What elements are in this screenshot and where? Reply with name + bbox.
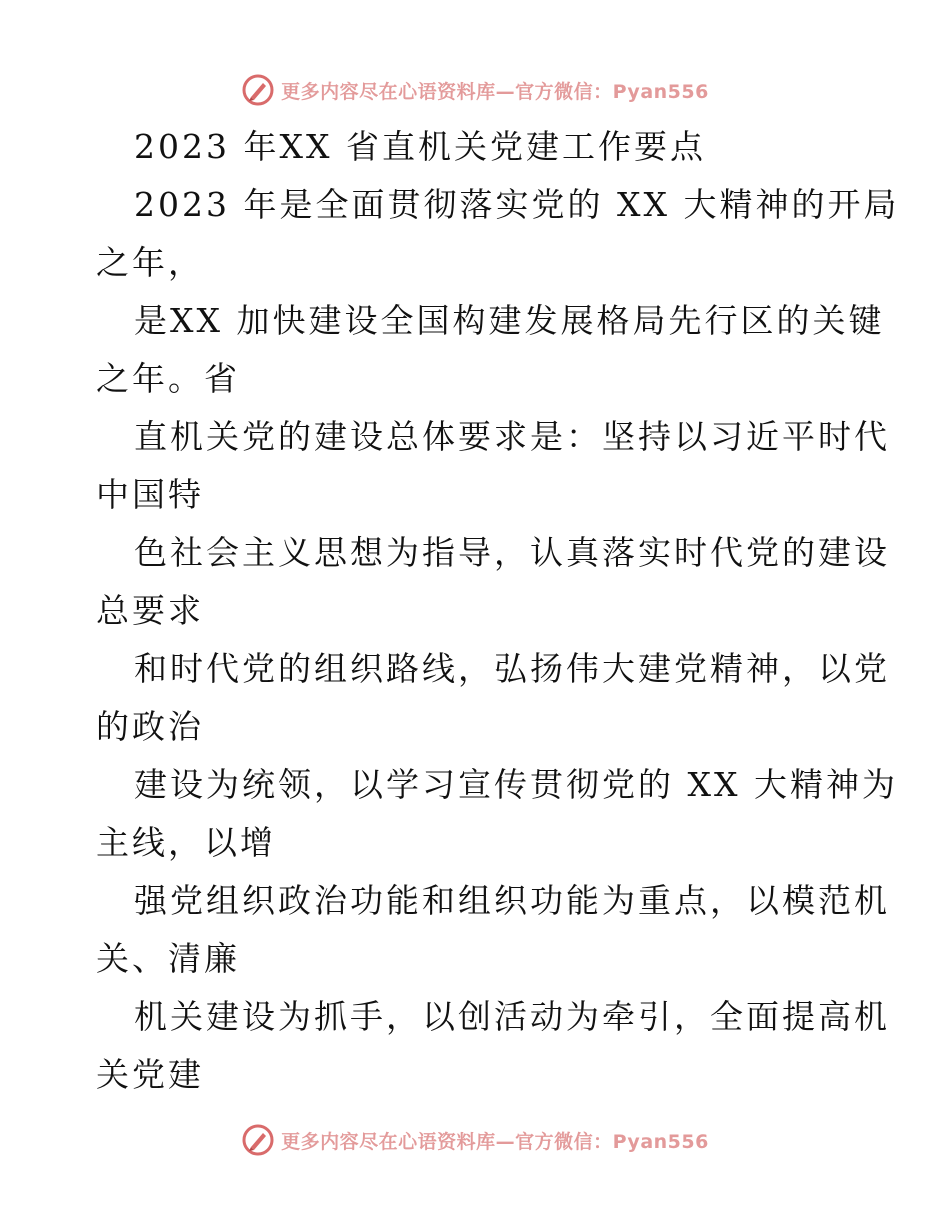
text-line: 总要求 <box>96 591 204 630</box>
watermark-text: 更多内容尽在心语资料库—官方微信：Pyan556 <box>281 1130 709 1153</box>
text-line: 2023 年是全面贯彻落实党的 XX 大精神的开局 <box>134 185 900 224</box>
watermark-footer <box>0 1120 950 1160</box>
pen-logo-icon <box>241 73 275 107</box>
text-line: 是XX 加快建设全国构建发展格局先行区的关键 <box>134 301 885 340</box>
text-line: 之年， <box>96 243 204 282</box>
pen-logo-icon <box>241 1123 275 1157</box>
text-line: 中国特 <box>96 475 204 514</box>
text-line: 的政治 <box>96 707 204 746</box>
watermark-header <box>0 70 950 110</box>
text-line: 色社会主义思想为指导，认真落实时代党的建设 <box>134 533 890 572</box>
text-line: 建设为统领，以学习宣传贯彻党的 XX 大精神为 <box>134 765 898 804</box>
text-line: 和时代党的组织路线，弘扬伟大建党精神，以党 <box>134 649 890 688</box>
text-line: 主线，以增 <box>96 823 276 862</box>
document-body <box>96 118 900 1104</box>
text-line: 之年。省 <box>96 359 240 398</box>
watermark-text: 更多内容尽在心语资料库—官方微信：Pyan556 <box>281 80 709 103</box>
text-line: 强党组织政治功能和组织功能为重点，以模范机 <box>134 881 890 920</box>
text-line: 关、清廉 <box>96 939 240 978</box>
text-line: 关党建 <box>96 1055 204 1094</box>
document-title: 2023 年XX 省直机关党建工作要点 <box>134 127 706 166</box>
text-line: 机关建设为抓手，以创活动为牵引，全面提高机 <box>134 997 890 1036</box>
text-line: 直机关党的建设总体要求是：坚持以习近平时代 <box>134 417 890 456</box>
